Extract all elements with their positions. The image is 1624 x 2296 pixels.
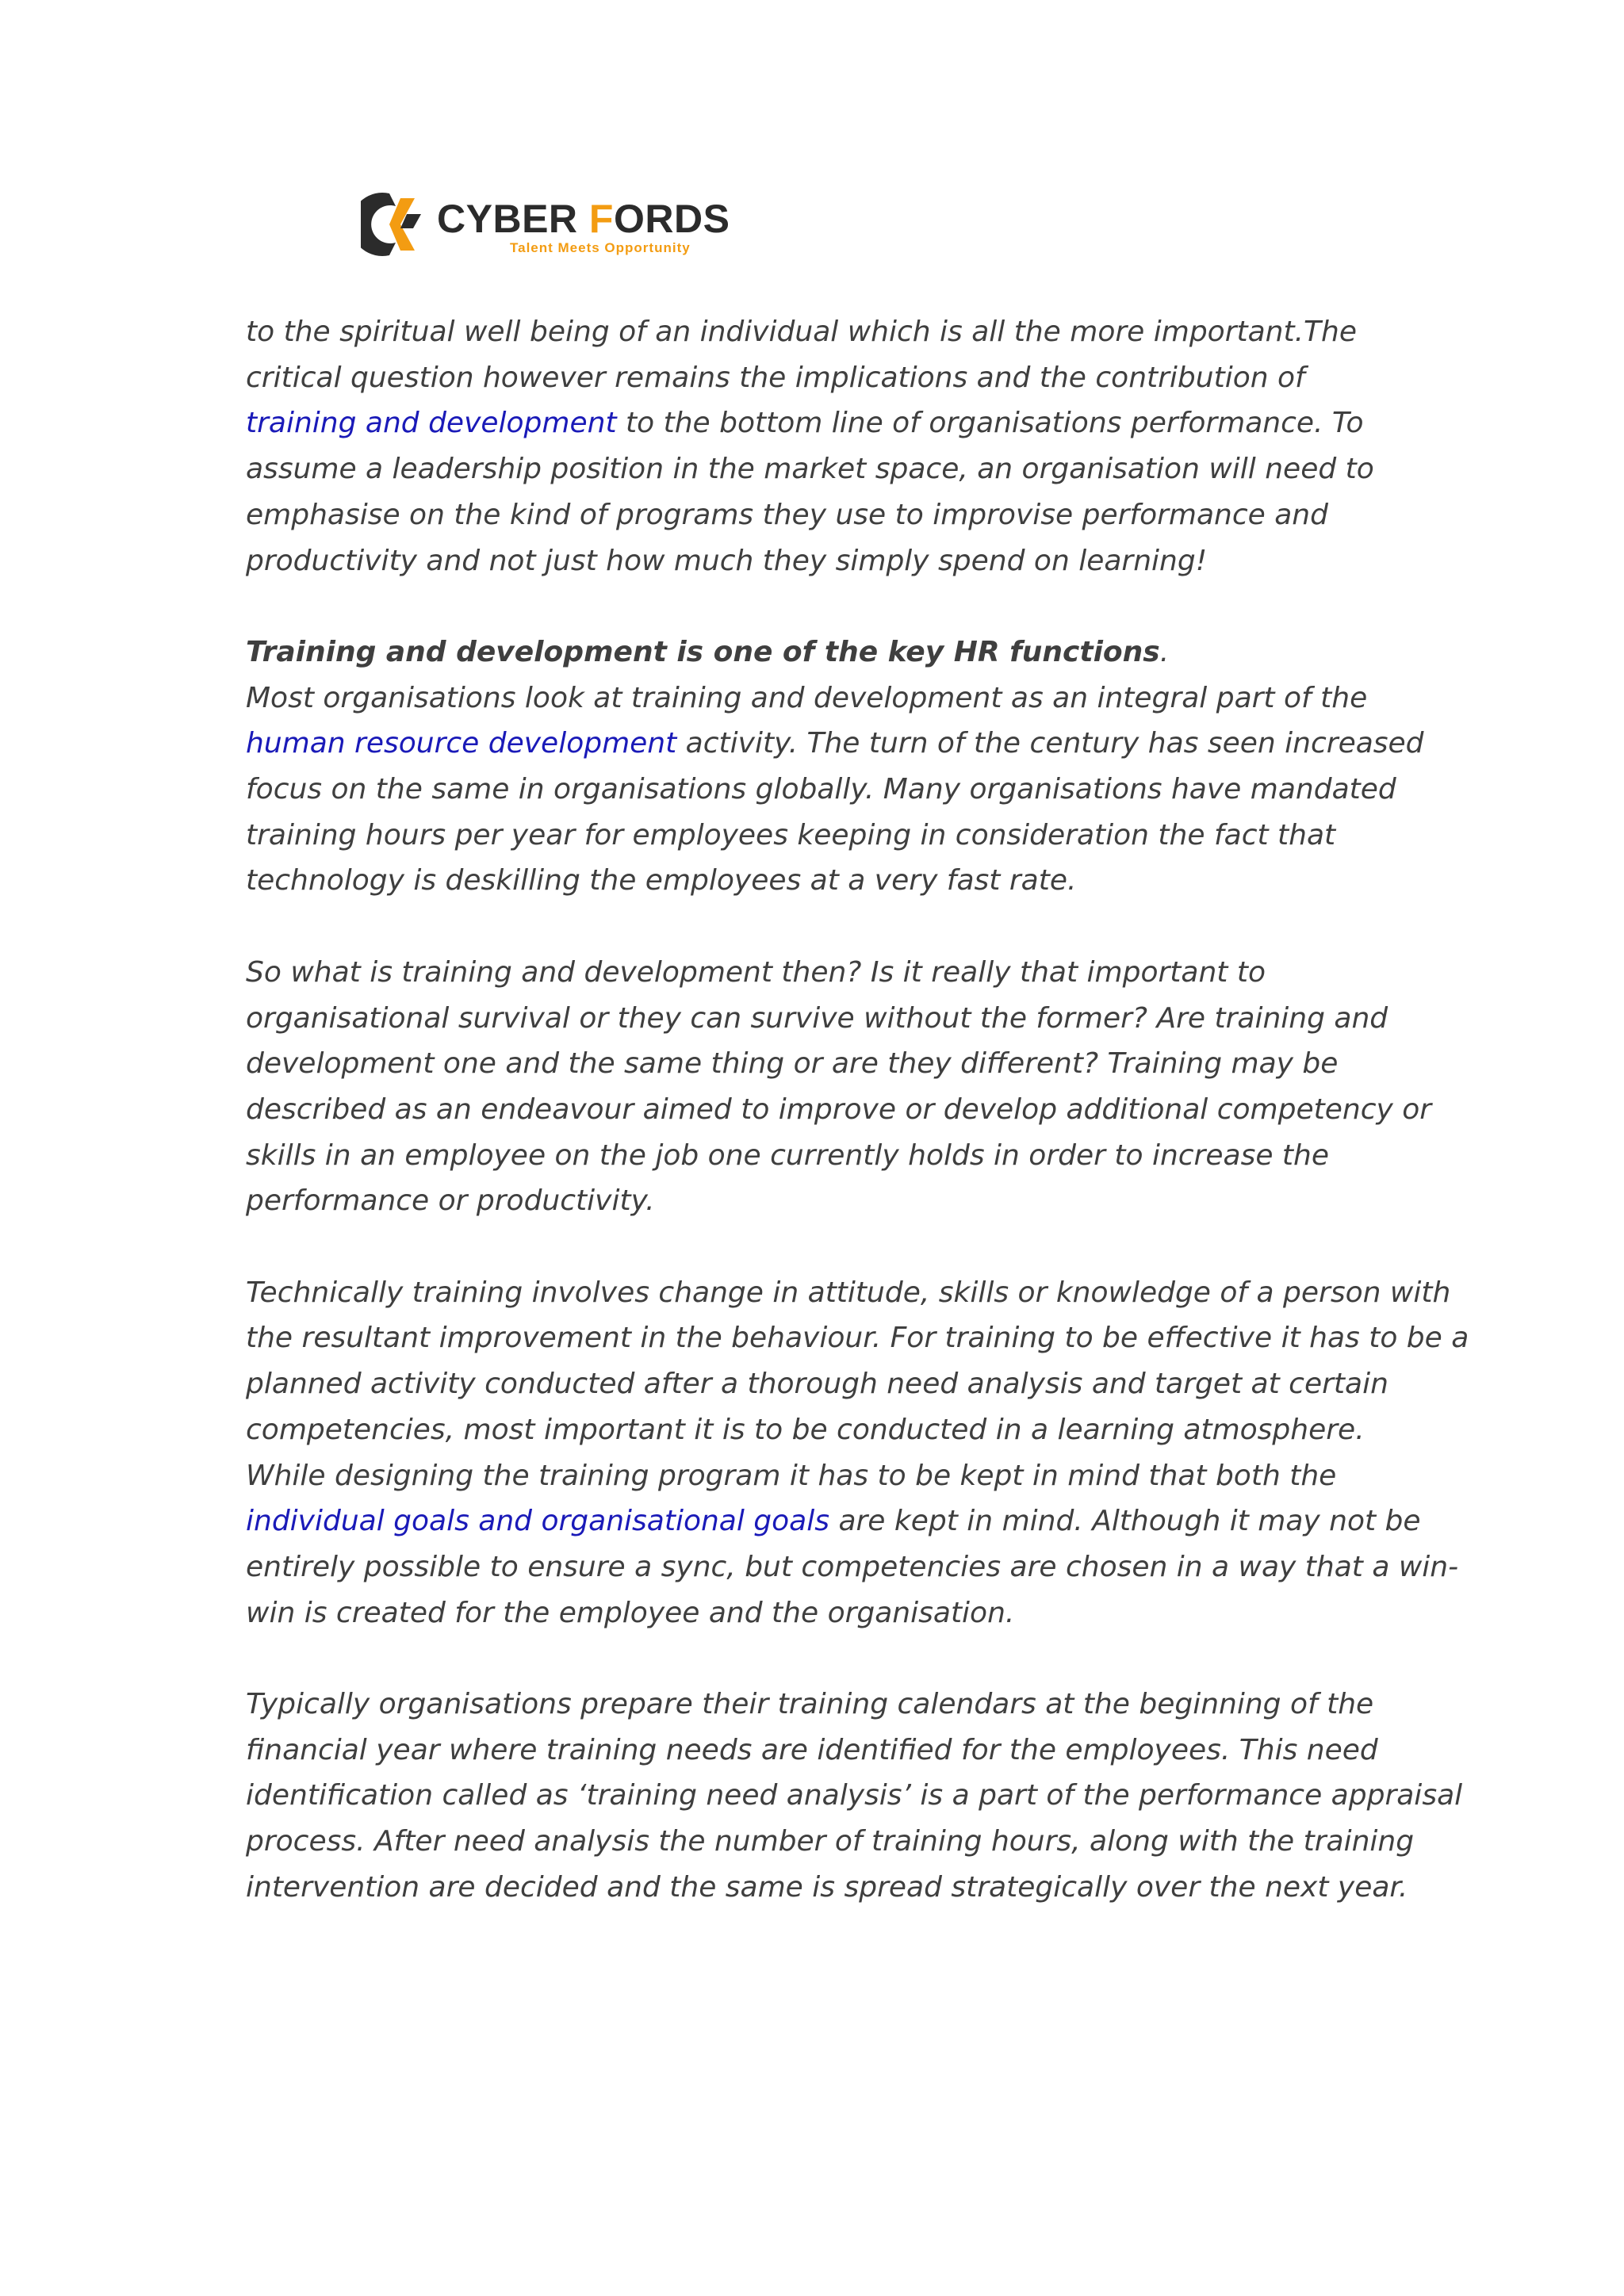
text-line: financial year where training needs are identified for the employees. This need (246, 1733, 1378, 1766)
text-line (246, 1498, 1421, 1544)
text-line: Most organisations look at training and development as an integral part of the (246, 681, 1368, 714)
link-human-resource-development[interactable]: human resource development (246, 727, 677, 760)
text-line: planned activity conducted after a thorough need analysis and target at certain (246, 1368, 1388, 1401)
text-fragment: to the bottom line of organisations performance. To (616, 407, 1364, 440)
text-line: emphasise on the kind of programs they use to improvise performance and (246, 498, 1328, 531)
text-line: performance or productivity. (246, 1184, 655, 1218)
text-line: organisational survival or they can survive without the former? Are training and (246, 1001, 1388, 1035)
text-line: development one and the same thing or are they different? Training may be (246, 1047, 1339, 1081)
text-line: Typically organisations prepare their training calendars at the beginning of the (246, 1688, 1374, 1721)
link-training-and-development[interactable]: training and development (246, 407, 617, 440)
text-line: assume a leadership position in the market space, an organisation will need to (246, 453, 1374, 486)
paragraph-3 (246, 950, 1432, 1224)
cyber-fords-logo (361, 190, 730, 263)
logo-mark-icon (361, 190, 429, 258)
logo-tagline: Talent Meets Opportunity (510, 240, 691, 255)
link-individual-and-organisational-goals[interactable]: individual goals and organisational goals (246, 1505, 829, 1538)
text-line: intervention are decided and the same is spread strategically over the next year. (246, 1870, 1408, 1904)
section-heading-line (246, 629, 1396, 675)
text-fragment: activity. The turn of the century has seen increased (676, 727, 1424, 760)
text-line: While designing the training program it has to be kept in mind that both the (246, 1459, 1337, 1492)
paragraph-2 (246, 629, 1424, 904)
logo-name-accent: F (588, 197, 614, 241)
logo-name-part1: CYBER (437, 197, 589, 241)
text-line: identification called as ‘training need analysis’ is a part of the performance appraisal (246, 1779, 1463, 1812)
text-line: critical question however remains the implications and the contribution of (246, 361, 1305, 394)
logo-wordmark (437, 197, 730, 241)
article-body (246, 309, 1469, 1956)
text-line: skills in an employee on the job one currently holds in order to increase the (246, 1138, 1329, 1172)
text-fragment: . (1159, 635, 1170, 668)
text-line (246, 721, 1424, 767)
text-line: focus on the same in organisations globally. Many organisations have mandated (246, 773, 1396, 806)
text-line (246, 400, 1396, 446)
section-heading: Training and development is one of the key HR functions (246, 635, 1160, 668)
paragraph-4 (246, 1270, 1469, 1636)
text-line: competencies, most important it is to be conducted in a learning atmosphere. (246, 1413, 1365, 1446)
text-line: to the spiritual well being of an individual which is all the more important.The (246, 316, 1358, 348)
text-line: training hours per year for employees keeping in consideration the fact that (246, 818, 1336, 851)
logo-name-part2: ORDS (613, 197, 730, 241)
text-line: described as an endeavour aimed to improve or develop additional competency or (246, 1093, 1432, 1126)
paragraph-1 (246, 309, 1396, 584)
text-fragment: are kept in mind. Although it may not be (829, 1505, 1421, 1538)
text-line: productivity and not just how much they simply spend on learning! (246, 544, 1208, 577)
text-line: win is created for the employee and the organisation. (246, 1596, 1015, 1629)
text-line: So what is training and development then? Is it really that important to (246, 955, 1266, 989)
text-line: technology is deskilling the employees at a very fast rate. (246, 864, 1077, 897)
text-line: process. After need analysis the number of training hours, along with the training (246, 1825, 1415, 1858)
paragraph-5 (246, 1682, 1463, 1911)
text-line: the resultant improvement in the behaviour. For training to be effective it has to be a (246, 1322, 1469, 1355)
text-line: Technically training involves change in attitude, skills or knowledge of a person with (246, 1276, 1451, 1309)
text-line: entirely possible to ensure a sync, but competencies are chosen in a way that a win- (246, 1550, 1459, 1583)
